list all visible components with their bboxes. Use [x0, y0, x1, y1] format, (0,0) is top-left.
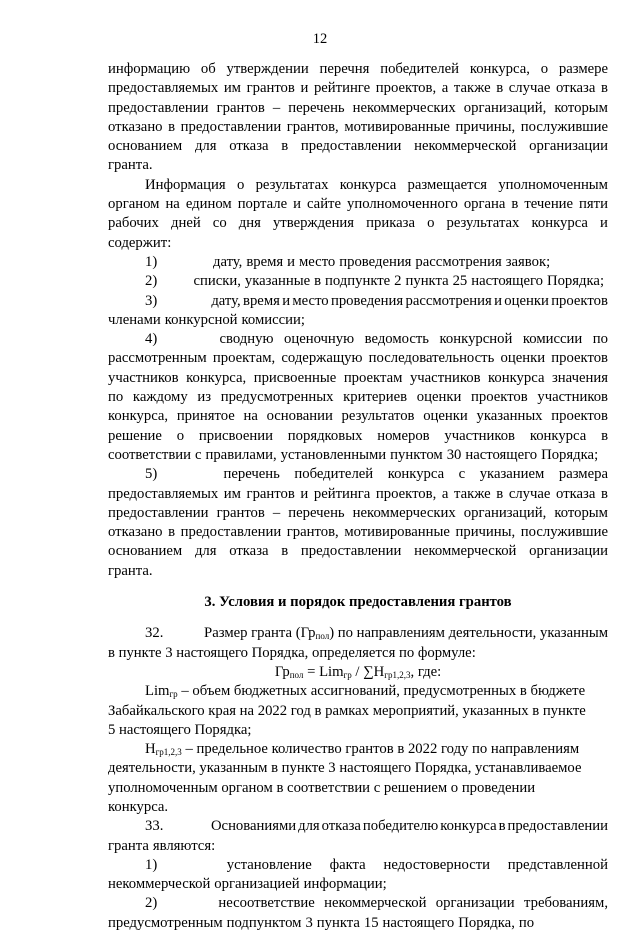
word: подпункте [325, 273, 391, 290]
word: оценки [416, 389, 462, 406]
word: рабочих [108, 215, 159, 232]
word: также [453, 80, 491, 97]
word: предоставлении [300, 138, 402, 155]
spacer [108, 581, 608, 593]
word: предоставлении [108, 504, 209, 521]
definition-lim-line [108, 682, 608, 701]
word: послужившие [520, 524, 608, 541]
word: отказано [108, 118, 163, 135]
word: присвоенные [253, 369, 337, 386]
word: предоставляемых [108, 80, 219, 97]
definition-n-line [108, 740, 608, 759]
text-line [108, 542, 608, 561]
definition-lim-line [108, 702, 608, 721]
word: отказа [229, 138, 269, 155]
word: дня [238, 215, 261, 232]
word: информацию [108, 61, 191, 77]
word: о [176, 427, 185, 444]
item-number: 3) [145, 292, 158, 309]
text-span: Размер гранта $(Гр_{пол})$ по направлениям деятельности, указанным [204, 625, 608, 642]
word: о [236, 176, 245, 193]
word: по [592, 331, 608, 348]
word: 15 [363, 914, 379, 931]
text-line [108, 894, 608, 913]
word: результатах [446, 215, 520, 232]
word: победителей [294, 466, 374, 483]
word: грантов [216, 99, 265, 116]
word: основанием [108, 543, 183, 560]
text-line [108, 485, 608, 504]
word: им [223, 80, 241, 97]
word: проведения [339, 253, 412, 270]
word: пункта [405, 273, 449, 290]
word: присвоении [198, 427, 273, 444]
word: причины, [455, 524, 516, 541]
word: участников [409, 369, 481, 386]
word: оценки [504, 292, 549, 309]
word: ведомость [364, 331, 430, 348]
word: являются: [152, 837, 216, 854]
text-line [108, 875, 608, 894]
word: рассмотрения [405, 292, 492, 309]
word: установленными [280, 446, 387, 463]
word: им [223, 485, 241, 502]
word: заявок; [505, 253, 551, 270]
word: и [494, 292, 502, 309]
text-line [108, 330, 608, 349]
word: комиссии [522, 331, 583, 348]
text-span: 5 настоящего Порядка; [108, 721, 252, 738]
word: членами [108, 311, 161, 328]
item-number: 4) [145, 331, 158, 348]
text-span: Lim$_{гр}$ – объем бюджетных ассигнований, предусмотренных в бюджете [145, 683, 586, 700]
word: содержит: [108, 234, 172, 251]
word: случае [508, 80, 551, 97]
text-line [108, 349, 608, 368]
word: уполномоченного [346, 196, 458, 213]
word: последовательность [368, 350, 495, 367]
word: предоставляемых [108, 485, 219, 502]
word: дней [170, 215, 201, 232]
text-line [108, 292, 608, 311]
word: каждому [132, 389, 188, 406]
word: указанием [479, 466, 545, 483]
word: соответствии [108, 446, 191, 463]
text-line [108, 465, 608, 484]
word: оценочную [284, 331, 355, 348]
word: в [600, 485, 608, 502]
word: о [540, 61, 549, 77]
word: проведения [330, 292, 404, 309]
text-line [108, 137, 608, 156]
word: проектов [551, 350, 608, 367]
word: причины, [455, 118, 516, 135]
word: предусмотренным [108, 914, 223, 931]
text-span: конкурса. [108, 798, 169, 815]
word: некоммерческой [324, 895, 427, 912]
word: гранта [108, 837, 149, 854]
word: комиссии; [241, 311, 305, 328]
word: сводную [219, 331, 274, 348]
word: 25 [452, 273, 468, 290]
word: указанные [244, 273, 311, 290]
item-number: 33. [145, 818, 164, 835]
text-line [108, 118, 608, 137]
word: уполномоченным [498, 176, 608, 193]
word: в [498, 818, 506, 835]
word: конкурсной [439, 331, 513, 348]
word: размера [558, 466, 608, 483]
word: конкурса, [108, 408, 169, 425]
word: в [281, 138, 289, 155]
word: сайте [306, 196, 341, 213]
word: организаций, [463, 99, 547, 116]
text-span: Забайкальского края на 2022 год в рамках мероприятий, указанных в пункте [108, 702, 586, 719]
word: пунктом [390, 446, 443, 463]
word: и [287, 253, 296, 270]
word: 3 [305, 914, 313, 931]
word: некоммерческой [414, 543, 517, 560]
word: предоставлении [507, 818, 608, 835]
word: основанием [108, 138, 183, 155]
word: несоответствие [218, 895, 315, 912]
word: конкурсной [164, 311, 238, 328]
word: которым [554, 99, 608, 116]
item-number: 1) [145, 856, 158, 873]
word: указанных [476, 408, 543, 425]
word: конкурса [488, 369, 545, 386]
spacer [108, 612, 608, 624]
word: Порядка; [541, 446, 599, 463]
text-line [108, 60, 608, 79]
text-line [108, 504, 608, 523]
word: – [272, 504, 281, 521]
paragraph-group [108, 60, 608, 581]
word: проектов, [375, 485, 437, 502]
word: некоммерческой [414, 138, 517, 155]
word: в [601, 427, 608, 444]
text-span: уполномоченным органом в соответствии с решением о проведении [108, 779, 536, 796]
word: место [299, 253, 336, 270]
text-span: $Н_{гр1,2,3}$ – предельное количество грантов в 2022 году по направлениям [145, 741, 580, 758]
word: грантов, [286, 118, 339, 135]
word: Информация [145, 176, 226, 193]
word: результатов [341, 408, 415, 425]
word: Порядка, [458, 914, 515, 931]
text-line [108, 176, 608, 195]
grant-formula: $Гр_{пол} = Lim_{гр} / \sum Н_{гр1,2,3}$, где: [274, 663, 442, 680]
word: установление [226, 856, 312, 873]
word: время [243, 292, 280, 309]
word: проектов, [375, 80, 437, 97]
word: размере [558, 61, 608, 77]
word: с [458, 466, 466, 483]
word: утверждения [272, 215, 355, 232]
word: грантов [246, 80, 295, 97]
word: о [427, 215, 435, 232]
text-line [108, 562, 608, 581]
word: органа [463, 196, 506, 213]
word: рейтинга [313, 485, 371, 502]
word: пункта [316, 914, 360, 931]
word: предоставлении [300, 543, 402, 560]
word: конкурса [339, 176, 397, 193]
word: победителю [362, 818, 439, 835]
word: на [243, 408, 258, 425]
text-line [108, 427, 608, 446]
word: победителей [380, 61, 460, 77]
word: утверждении [226, 61, 309, 77]
word: отказа [229, 543, 269, 560]
word: в [281, 543, 289, 560]
word: предоставлении [108, 99, 209, 116]
word: и [300, 80, 309, 97]
word: и [300, 485, 309, 502]
text-line [108, 214, 608, 233]
word: дату, [211, 292, 241, 309]
word: – [272, 99, 281, 116]
word: проектам, [212, 350, 276, 367]
word: отказа [321, 818, 361, 835]
word: отказано [108, 524, 163, 541]
text-line [108, 523, 608, 542]
text-line [108, 388, 608, 407]
word: приказа [366, 215, 415, 232]
word: проектов [471, 389, 528, 406]
word: настоящего [465, 446, 538, 463]
word: из [197, 389, 212, 406]
word: основании [266, 408, 333, 425]
word: представленной [507, 856, 608, 873]
section-heading: 3. Условия и порядок предоставления грантов [204, 594, 512, 611]
word: со [212, 215, 227, 232]
word: для [194, 543, 217, 560]
definition-lim-line [108, 721, 608, 740]
word: участников [444, 427, 515, 444]
item-number: 32. [145, 625, 164, 642]
word: дату, [212, 253, 243, 270]
word: об [200, 61, 216, 77]
word: факта [329, 856, 366, 873]
word: в [600, 80, 608, 97]
word: результатах [255, 176, 329, 193]
word: настоящего [382, 914, 455, 931]
word: пяти [579, 196, 608, 213]
paragraph-32-line [108, 644, 608, 663]
word: для [298, 818, 320, 835]
word: недостоверности [383, 856, 491, 873]
word: конкурса [440, 818, 497, 835]
word: конкурса [529, 427, 587, 444]
word: время [246, 253, 284, 270]
word: грантов, [286, 524, 339, 541]
word: рассмотренным [108, 350, 207, 367]
word: случае [508, 485, 551, 502]
word: некоммерческих [352, 99, 456, 116]
word: в [511, 196, 519, 213]
word: для [194, 138, 217, 155]
item-number: 2) [145, 273, 158, 290]
word: едином [185, 196, 232, 213]
word: предоставлении [180, 118, 282, 135]
text-line [108, 407, 608, 426]
word: перечень [288, 504, 345, 521]
definition-n-line [108, 779, 608, 798]
word: перечень [288, 99, 345, 116]
word: перечень [223, 466, 280, 483]
text-line [108, 272, 608, 291]
word: грантов [246, 485, 295, 502]
word: некоммерческих [352, 504, 456, 521]
text-span: в пункте 3 настоящего Порядка, определяется по формуле: [108, 644, 476, 661]
word: мотивированные [344, 524, 450, 541]
definition-n-line [108, 759, 608, 778]
word: рейтинге [313, 80, 371, 97]
word: конкурса, [186, 369, 247, 386]
text-line [108, 156, 608, 175]
word: в [496, 485, 504, 502]
word: списки, [193, 273, 241, 290]
text-line [108, 817, 608, 836]
word: содержащую [281, 350, 363, 367]
paragraph-group [108, 817, 608, 933]
word: в [496, 80, 504, 97]
word: послужившие [520, 118, 608, 135]
word: и [293, 196, 301, 213]
word: Порядка; [546, 273, 605, 290]
word: организации [435, 895, 515, 912]
word: конкурса, [469, 61, 530, 77]
word: правилами, [205, 446, 277, 463]
word: 30 [446, 446, 462, 463]
word: органом [108, 196, 160, 213]
text-line [108, 369, 608, 388]
word: в [168, 524, 176, 541]
word: а [441, 80, 449, 97]
word: и [600, 215, 608, 232]
word: перечня [319, 61, 370, 77]
word: порядковых [287, 427, 363, 444]
word: организации [529, 138, 608, 155]
word: оценки [423, 408, 468, 425]
word: а [441, 485, 449, 502]
word: размещается [407, 176, 488, 193]
word: проектов [551, 408, 608, 425]
word: отказа [556, 485, 596, 502]
word: участников [108, 369, 179, 386]
word: требованиям, [524, 895, 608, 912]
text-line [108, 311, 608, 330]
word: конкурса [387, 466, 445, 483]
text-line [108, 195, 608, 214]
word: гранта. [108, 157, 153, 174]
item-number: 2) [145, 895, 158, 912]
word: конкурса [531, 215, 588, 232]
word: организаций, [463, 504, 547, 521]
text-line [108, 837, 608, 856]
word: мотивированные [344, 118, 450, 135]
word: значения [551, 369, 608, 386]
word: 2 [394, 273, 402, 290]
word: номеров [377, 427, 430, 444]
word: грантов [216, 504, 265, 521]
word: по [108, 389, 124, 406]
text-line [108, 914, 608, 933]
word: на [165, 196, 180, 213]
word: в [168, 118, 176, 135]
word: которым [554, 504, 608, 521]
word: проектов [551, 292, 608, 309]
word: информации; [303, 876, 387, 893]
word: предусмотренных [220, 389, 334, 406]
word: настоящего [471, 273, 544, 290]
item-number: 1) [145, 253, 158, 270]
text-line [108, 253, 608, 272]
definition-n-line [108, 798, 608, 817]
word: некоммерческой [108, 876, 211, 893]
text-line [108, 446, 608, 465]
word: оценки [500, 350, 546, 367]
text-line [108, 856, 608, 875]
word: решение [108, 427, 162, 444]
word: с [194, 446, 202, 463]
word: проектам [343, 369, 403, 386]
text-line [108, 234, 608, 253]
word: в [314, 273, 322, 290]
word: и [282, 292, 291, 309]
item-number: 5) [145, 466, 158, 483]
word: отказа [556, 80, 596, 97]
text-line [108, 99, 608, 118]
document-body [108, 60, 608, 933]
word: также [453, 485, 491, 502]
paragraph-32-line [108, 624, 608, 643]
word: предоставлении [180, 524, 282, 541]
word: подпунктом [226, 914, 302, 931]
word: организацией [214, 876, 300, 893]
word: по [518, 914, 535, 931]
word: принятое [176, 408, 235, 425]
word: гранта. [108, 562, 153, 579]
word: критериев [343, 389, 408, 406]
text-line [108, 79, 608, 98]
word: участников [537, 389, 608, 406]
word: рассмотрения [415, 253, 502, 270]
word: Основаниями [210, 818, 297, 835]
word: организации [529, 543, 608, 560]
page-number: 12 [312, 31, 328, 47]
word: течение [524, 196, 574, 213]
text-span: деятельности, указанным в пункте 3 настоящего Порядка, устанавливаемое [108, 760, 582, 777]
word: место [292, 292, 329, 309]
word: портале [237, 196, 288, 213]
